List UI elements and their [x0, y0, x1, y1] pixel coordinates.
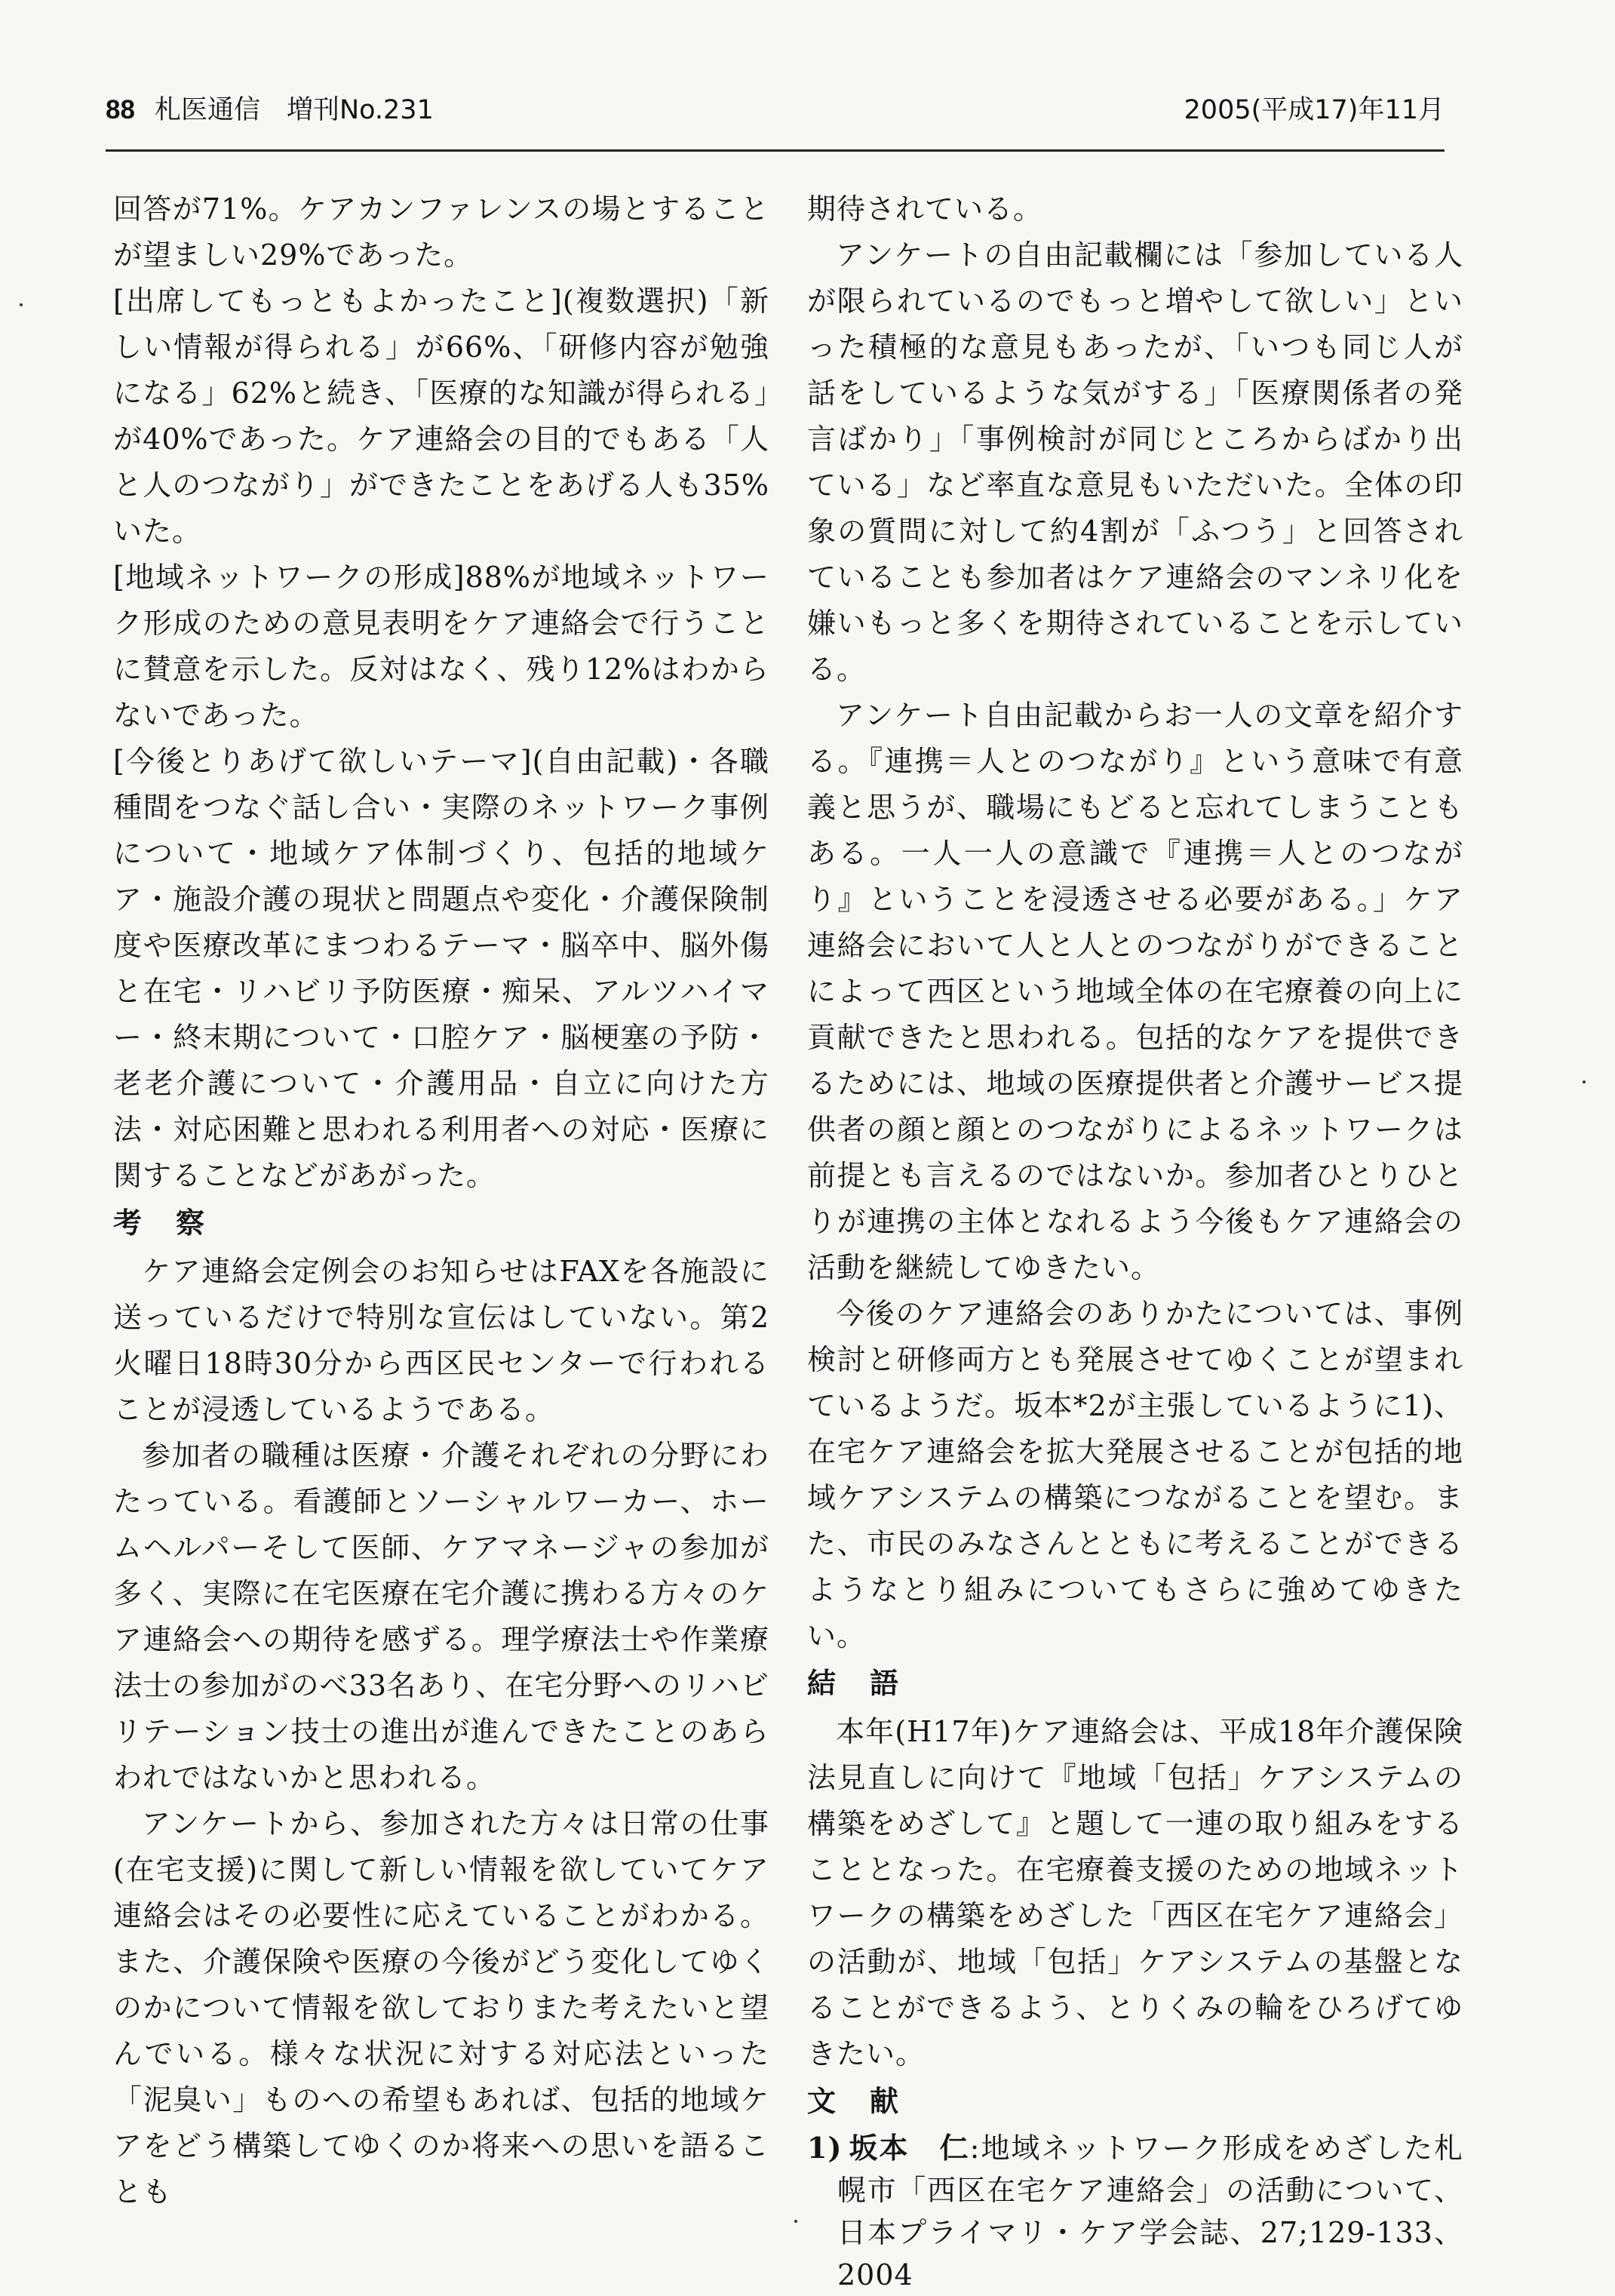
paragraph-discussion-participants: 参加者の職種は医療・介護それぞれの分野にわたっている。看護師とソーシャルワーカー、ホームヘルパーそして医師、ケアマネージャの参加が多く、実際に在宅医療在宅介護に携わる方々のケア連絡会への期待を感ずる。理学療法士や作業療法士の参加がのべ33名あり、在宅分野へのリハビリテーション技士の進出が進んできたことのあらわれではないかと思われる。	[113, 1439, 769, 1794]
heading-conclusion: 結語	[807, 1667, 933, 1700]
issue-date: 2005(平成17)年11月	[1184, 95, 1445, 125]
header-rule	[106, 149, 1445, 152]
paragraph-discussion-notice: ケア連絡会定例会のお知らせはFAXを各施設に送っているだけで特別な宣伝はしていない。第2火曜日18時30分から西区民センターで行われることが浸透しているようである。	[113, 1255, 769, 1426]
paragraph-results-conference: 回答が71%。ケアカンファレンスの場とすることが望ましい29%であった。	[113, 192, 769, 272]
paragraph-free-comments: アンケートの自由記載欄には「参加している人が限られているのでもっと増やして欲しい」といった積極的な意見もあったが、「いつも同じ人が話をしているような気がする」「医療関係者の発言ばかり」「事例検討が同じところからばかり出ている」など率直な意見もいただいた。全体の印象の質問に対して約4割が「ふつう」と回答されていることも参加者はケア連絡会のマンネリ化を嫌いもっと多くを期待されていることを示している。	[807, 238, 1463, 686]
reference-author: 坂本 仁	[848, 2132, 970, 2165]
paragraph-quoted-comment: アンケート自由記載からお一人の文章を紹介する。『連携＝人とのつながり』という意味で有意義と思うが、職場にもどると忘れてしまうこともある。一人一人の意識で『連携＝人とのつながり』ということを浸透させる必要がある。」ケア連絡会において人と人とのつながりができることによって西区という地域全体の在宅療養の向上に貢献できたと思われる。包括的なケアを提供できるためには、地域の医療提供者と介護サービス提供者の顔と顔とのつながりによるネットワークは前提とも言えるのではないか。参加者ひとりひとりが連携の主体となれるよう今後もケア連絡会の活動を継続してゆきたい。	[807, 699, 1463, 1284]
heading-discussion: 考察	[113, 1206, 239, 1240]
page-header	[106, 95, 1445, 148]
paragraph-conclusion: 本年(H17年)ケア連絡会は、平成18年介護保険法見直しに向けて『地域「包括」ケアシステムの構築をめざして』と題して一連の取り組みをすることとなった。在宅療養支援のための地域ネットワークの構築をめざした「西区在宅ケア連絡会」の活動が、地域「包括」ケアシステムの基盤となることができるよう、とりくみの輪をひろげてゆきたい。	[807, 1715, 1463, 2070]
reference-item	[807, 2127, 1463, 2296]
paragraph-discussion-survey: アンケートから、参加された方々は日常の仕事(在宅支援)に関して新しい情報を欲していてケア連絡会はその必要性に応えていることがわかる。また、介護保険や医療の今後がどう変化してゆくのかについて情報を欲しておりまた考えたいと望んでいる。様々な状況に対する対応法といった「泥臭い」ものへの希望もあれば、包括的地域ケアをどう構築してゆくのか将来への思いを語ることも	[113, 1807, 769, 2208]
paragraph-future-direction: 今後のケア連絡会のありかたについては、事例検討と研修両方とも発展させてゆくことが望まれているようだ。坂本*2が主張しているように1)、在宅ケア連絡会を拡大発展させることが包括的地域ケアシステムの構築につながることを望む。また、市民のみなさんとともに考えることができるようなとり組みについてもさらに強めてゆきたい。	[807, 1297, 1463, 1652]
paragraph-future-themes: [今後とりあげて欲しいテーマ](自由記載)・各職種間をつなぐ話し合い・実際のネットワーク事例について・地域ケア体制づくり、包括的地域ケア・施設介護の現状と問題点や変化・介護保険制度や医療改革にまつわるテーマ・脳卒中、脳外傷と在宅・リハビリ予防医療・痴呆、アルツハイマー・終末期について・口腔ケア・脳梗塞の予防・老老介護について・介護用品・自立に向けた方法・対応困難と思われる利用者への対応・医療に関することなどがあがった。	[113, 745, 769, 1192]
heading-references: 文献	[807, 2085, 933, 2118]
scan-speck	[794, 2220, 797, 2223]
reference-number: 1)	[807, 2131, 843, 2165]
reference-text: :地域ネットワーク形成をめざした札幌市「西区在宅ケア連絡会」の活動について、日本プライマリ・ケア学会誌、27;129-133、2004	[837, 2132, 1463, 2291]
right-column	[807, 186, 1463, 2296]
page-number: 88	[106, 95, 135, 124]
scan-speck	[20, 303, 23, 306]
left-column	[113, 186, 769, 2215]
paragraph-best-attendance: [出席してもっともよかったこと](複数選択)「新しい情報が得られる」が66%、「研修内容が勉強になる」62%と続き、「医療的な知識が得られる」が40%であった。ケア連絡会の目的でもある「人と人のつながり」ができたことをあげる人も35%いた。	[113, 284, 769, 548]
header-left	[106, 95, 434, 125]
journal-title: 札医通信 増刊No.231	[154, 95, 434, 125]
paragraph-continuation: 期待されている。	[807, 192, 1043, 226]
paragraph-regional-network: [地域ネットワークの形成]88%が地域ネットワーク形成のための意見表明をケア連絡会で行うことに賛意を示した。反対はなく、残り12%はわからないであった。	[113, 561, 769, 732]
scan-speck	[1583, 1080, 1586, 1083]
